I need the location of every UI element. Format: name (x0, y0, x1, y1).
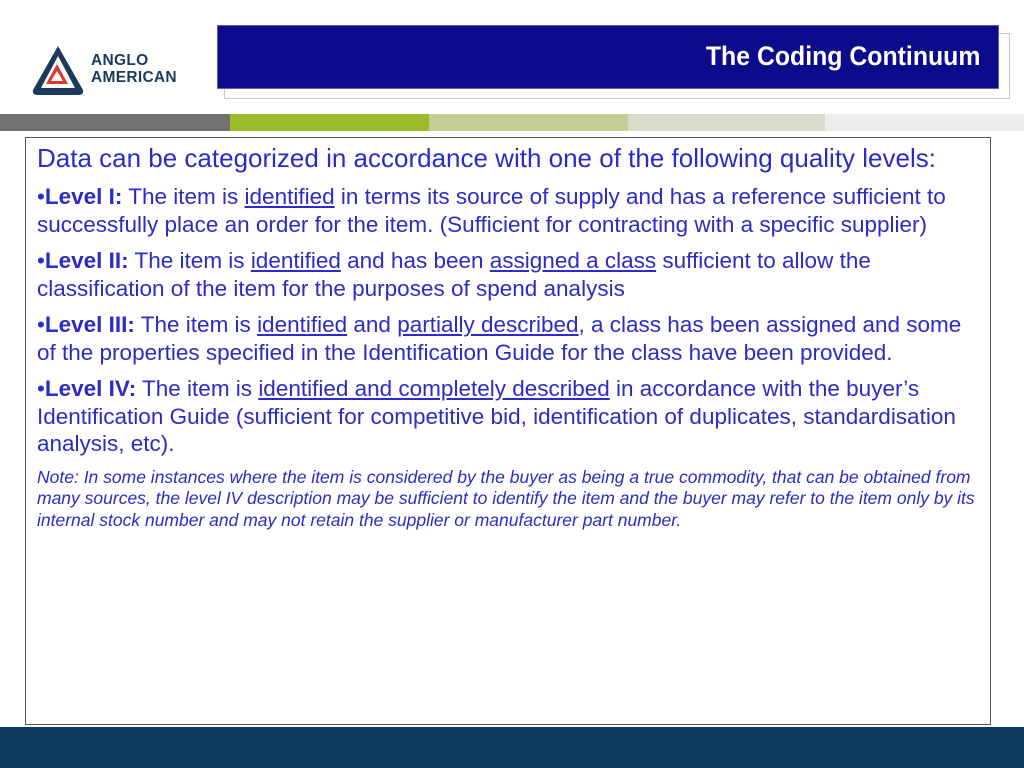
level-3-text-c: , a class has been assigned and some of the properties specified in the Identification Guide for the class have been provided. (37, 312, 962, 365)
level-3-label: Level III: (44, 312, 135, 337)
level-2-underlined-b: assigned a class (489, 248, 657, 273)
level-3-text-a: The item is (134, 312, 258, 337)
slide-title: The Coding Continuum (705, 41, 980, 71)
note-text: Note: In some instances where the item is considered by the buyer as being a true commodity, that can be obtained from many sources, the level IV description may be sufficient to identify the item and the buyer may refer to the item only by its internal stock number and may not retain the supplier or manufacturer part number. (37, 466, 975, 530)
level-2-text-c: sufficient to allow the classification of the item for the purposes of spend analysis (37, 248, 871, 301)
level-1-text-a: The item is (122, 184, 245, 209)
strip-segment-green (230, 114, 429, 131)
logo-line-1: ANGLO (91, 52, 149, 69)
title-banner (217, 25, 999, 89)
strip-segment-lightest (825, 114, 1024, 131)
level-4-item: •Level IV: The item is identified and completely described in accordance with the buyer’s Identification Guide (sufficient for competitive bid, identification of duplicates, standardisation analysis, etc). (37, 376, 956, 456)
strip-segment-light (628, 114, 825, 131)
level-1-text-b: in terms its source of supply and has a reference sufficient to successfully place an order for the item. (Sufficient for contracting with a specific supplier) (37, 184, 946, 237)
intro-text: Data can be categorized in accordance with one of the following quality levels: (37, 143, 936, 173)
level-1-item: •Level I: The item is identified in terms its source of supply and has a reference sufficient to successfully place an order for the item. (Sufficient for contracting with a specific supplier) (37, 184, 946, 237)
level-2-text-b: and has been (340, 248, 490, 273)
logo-wordmark (91, 52, 177, 86)
level-3-text-b: and (347, 312, 398, 337)
anglo-american-logo (30, 44, 200, 98)
level-1-label: Level I: (44, 184, 123, 209)
level-3-underlined-b: partially described (397, 312, 579, 337)
content-box (25, 137, 991, 725)
logo-line-2: AMERICAN (91, 69, 177, 86)
level-4-label: Level IV: (44, 376, 137, 401)
anglo-american-emblem-icon (30, 44, 86, 98)
footer-bar (0, 727, 1024, 768)
strip-segment-gray (0, 114, 230, 131)
color-strip (0, 114, 1024, 131)
level-2-text-a: The item is (128, 248, 251, 273)
strip-segment-olive (429, 114, 628, 131)
level-2-label: Level II: (44, 248, 129, 273)
level-4-text-a: The item is (136, 376, 259, 401)
level-4-underlined-a: identified and completely described (258, 376, 610, 401)
level-2-item: •Level II: The item is identified and has been assigned a class sufficient to allow the classification of the item for the purposes of spend analysis (37, 248, 871, 301)
level-3-underlined-a: identified (257, 312, 348, 337)
level-2-underlined-a: identified (250, 248, 341, 273)
level-1-underlined-a: identified (244, 184, 335, 209)
level-4-text-b: in accordance with the buyer’s Identification Guide (sufficient for competitive bid, identification of duplicates, standardisation analysis, etc). (37, 376, 956, 456)
level-3-item: •Level III: The item is identified and partially described, a class has been assigned and some of the properties specified in the Identification Guide for the class have been provided. (37, 312, 962, 365)
